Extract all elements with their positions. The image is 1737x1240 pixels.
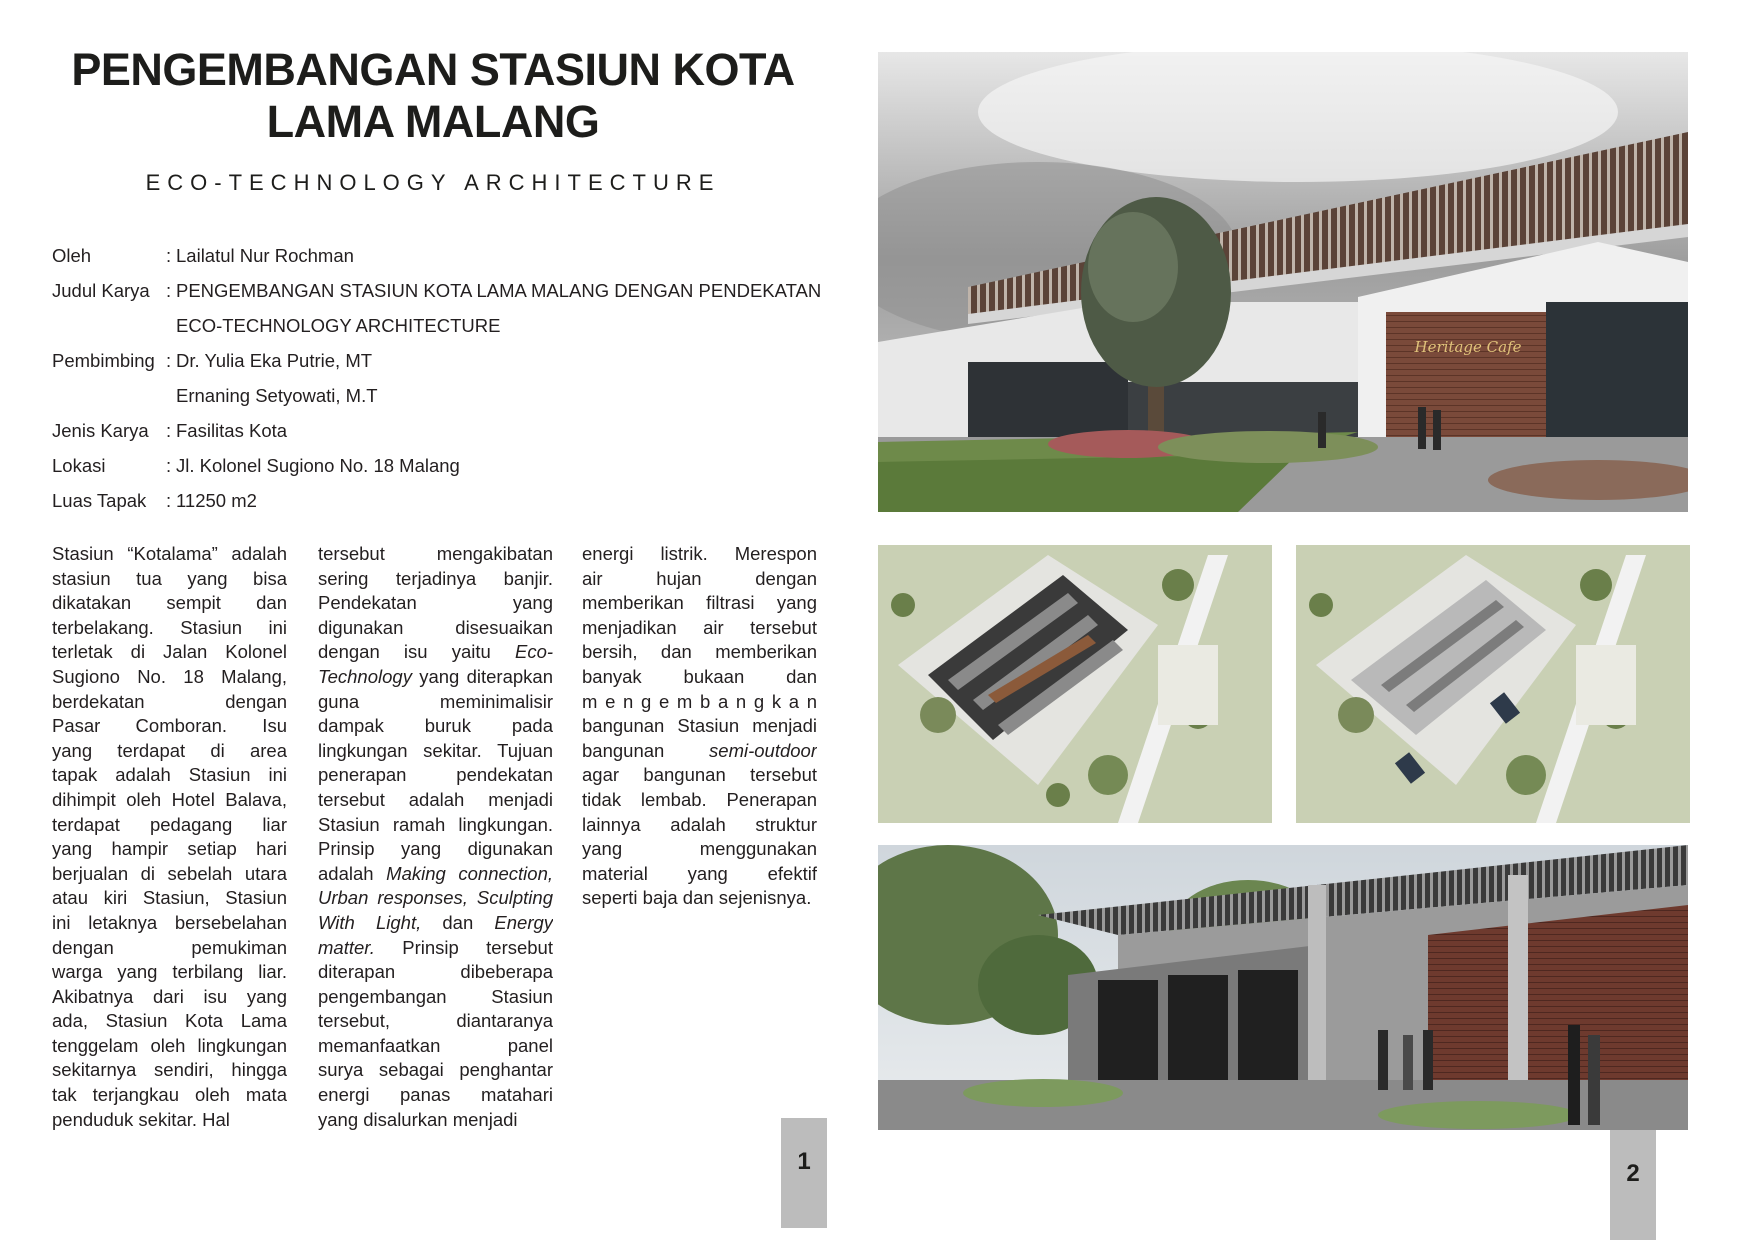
info-label: Oleh (52, 245, 92, 266)
body-line: warga yang terbilang liar. (52, 961, 287, 983)
body-line: penerapan pendekatan (318, 764, 553, 786)
body-column-1 (52, 542, 287, 1132)
info-label: Luas Tapak (52, 490, 147, 511)
body-line: pengembangan Stasiun (318, 985, 553, 1007)
body-line: digunakan disesuaikan (318, 616, 553, 638)
body-line: yang terdapat di area (52, 739, 287, 761)
info-value: Ernaning Setyowati, M.T (176, 385, 378, 406)
body-column-2 (318, 542, 553, 1132)
info-colon: : (166, 350, 172, 371)
body-line: air hujan dengan (582, 567, 817, 589)
body-line: bangunan semi-outdoor (582, 739, 817, 761)
body-line: diterapan dibeberapa (318, 961, 553, 983)
heritage-cafe-sign: Heritage Cafe (1414, 338, 1522, 356)
body-line: tersebut, diantaranya (318, 1010, 553, 1032)
info-value: PENGEMBANGAN STASIUN KOTA LAMA MALANG DENGAN PENDEKATAN (176, 280, 822, 301)
body-line: dikatakan sempit dan (52, 592, 287, 614)
info-row-judul-cont (52, 308, 822, 343)
body-line: seperti baja dan sejenisnya. (582, 887, 812, 909)
info-row-pembimbing (52, 343, 822, 378)
body-line: banyak bukaan dan (582, 665, 817, 687)
info-label: Lokasi (52, 455, 106, 476)
info-value: 11250 m2 (176, 490, 257, 511)
body-line: tidak lembab. Penerapan (582, 788, 817, 810)
body-line: Pendekatan yang (318, 592, 553, 614)
info-value: Lailatul Nur Rochman (176, 245, 354, 266)
info-row-jenis (52, 413, 822, 448)
body-line: Pasar Comboran. Isu (52, 715, 287, 737)
body-line: sekitarnya sendiri, hingga (52, 1059, 287, 1081)
info-value: Dr. Yulia Eka Putrie, MT (176, 350, 373, 371)
info-label: Pembimbing (52, 350, 155, 371)
info-row-lokasi (52, 448, 822, 483)
body-line: terdapat pedagang liar (52, 813, 287, 835)
body-column-3 (582, 542, 817, 911)
exterior-render-image (878, 52, 1688, 512)
page-number-text: 2 (1626, 1160, 1640, 1187)
page-number-left (781, 1118, 827, 1228)
body-line: Stasiun “Kotalama” adalah (52, 543, 287, 564)
body-line: adalah Making connection, (318, 862, 553, 884)
info-row-oleh (52, 238, 822, 273)
body-line: berjualan di sebelah utara (52, 862, 287, 884)
body-line: m e n g e m b a n g k a n (582, 690, 817, 712)
body-line: sering terjadinya banjir. (318, 567, 553, 589)
info-row-pembimbing-cont (52, 378, 822, 413)
body-line: yang hampir setiap hari (52, 838, 287, 860)
info-colon: : (166, 280, 172, 301)
body-line: matter. Prinsip tersebut (318, 936, 553, 958)
body-line: lingkungan sekitar. Tujuan (318, 739, 553, 761)
body-line: lainnya adalah struktur (582, 813, 817, 835)
body-line: Sugiono No. 18 Malang, (52, 665, 287, 687)
info-colon: : (166, 420, 172, 441)
site-plan-roof-image (1296, 545, 1690, 823)
page-title (52, 44, 814, 148)
body-line: tersebut adalah menjadi (318, 788, 553, 810)
title-line-1: PENGEMBANGAN STASIUN KOTA (71, 44, 795, 95)
body-line: atau kiri Stasiun, Stasiun (52, 887, 287, 909)
body-line: terletak di Jalan Kolonel (52, 641, 287, 663)
info-row-judul (52, 273, 822, 308)
body-line: memberikan filtrasi yang (582, 592, 817, 614)
project-info (52, 238, 822, 518)
body-line: tapak adalah Stasiun ini (52, 764, 287, 786)
body-line: berdekatan dengan (52, 690, 287, 712)
body-line: dampak buruk pada (318, 715, 553, 737)
body-line: tenggelam oleh lingkungan (52, 1034, 287, 1056)
body-line: energi listrik. Merespon (582, 543, 817, 564)
page-number-right (1610, 1130, 1656, 1240)
body-line: Technology yang diterapkan (318, 665, 553, 687)
info-row-luas (52, 483, 822, 518)
info-value: Fasilitas Kota (176, 420, 288, 441)
info-value: ECO-TECHNOLOGY ARCHITECTURE (176, 315, 501, 336)
body-line: dengan pemukiman (52, 936, 287, 958)
body-line: material yang efektif (582, 862, 817, 884)
body-line: dihimpit oleh Hotel Balava, (52, 788, 287, 810)
body-line: ada, Stasiun Kota Lama (52, 1010, 287, 1032)
entrance-render-image (878, 845, 1688, 1130)
info-label: Jenis Karya (52, 420, 149, 441)
body-line: memanfaatkan panel (318, 1034, 553, 1056)
title-line-2: LAMA MALANG (266, 96, 600, 147)
page-number-text: 1 (797, 1148, 811, 1175)
body-line: Urban responses, Sculpting (318, 887, 553, 909)
body-line: bangunan Stasiun menjadi (582, 715, 817, 737)
body-line: bersih, dan memberikan (582, 641, 817, 663)
body-line: yang disalurkan menjadi (318, 1108, 518, 1130)
body-line: tak terjangkau oleh mata (52, 1084, 287, 1106)
body-line: surya sebagai penghantar (318, 1059, 553, 1081)
subtitle: ECO-TECHNOLOGY ARCHITECTURE (145, 170, 721, 195)
body-line: Prinsip yang digunakan (318, 838, 553, 860)
info-colon: : (166, 455, 172, 476)
body-line: yang menggunakan (582, 838, 817, 860)
body-line: menjadikan air tersebut (582, 616, 817, 638)
body-line: stasiun tua yang bisa (52, 567, 287, 589)
body-line: agar bangunan tersebut (582, 764, 817, 786)
site-plan-interior-image (878, 545, 1272, 823)
body-line: energi panas matahari (318, 1084, 553, 1106)
body-line: terbelakang. Stasiun ini (52, 616, 287, 638)
info-colon: : (166, 245, 172, 266)
info-colon: : (166, 490, 172, 511)
info-value: Jl. Kolonel Sugiono No. 18 Malang (176, 455, 460, 476)
body-line: guna meminimalisir (318, 690, 553, 712)
body-line: dengan isu yaitu Eco- (318, 641, 553, 663)
body-line: tersebut mengakibatan (318, 543, 553, 564)
info-label: Judul Karya (52, 280, 150, 301)
body-line: With Light, dan Energy (318, 911, 553, 933)
body-line: Stasiun ramah lingkungan. (318, 813, 553, 835)
body-line: ini letaknya bersebelahan (52, 911, 287, 933)
body-line: Akibatnya dari isu yang (52, 985, 287, 1007)
body-line: penduduk sekitar. Hal (52, 1108, 230, 1130)
